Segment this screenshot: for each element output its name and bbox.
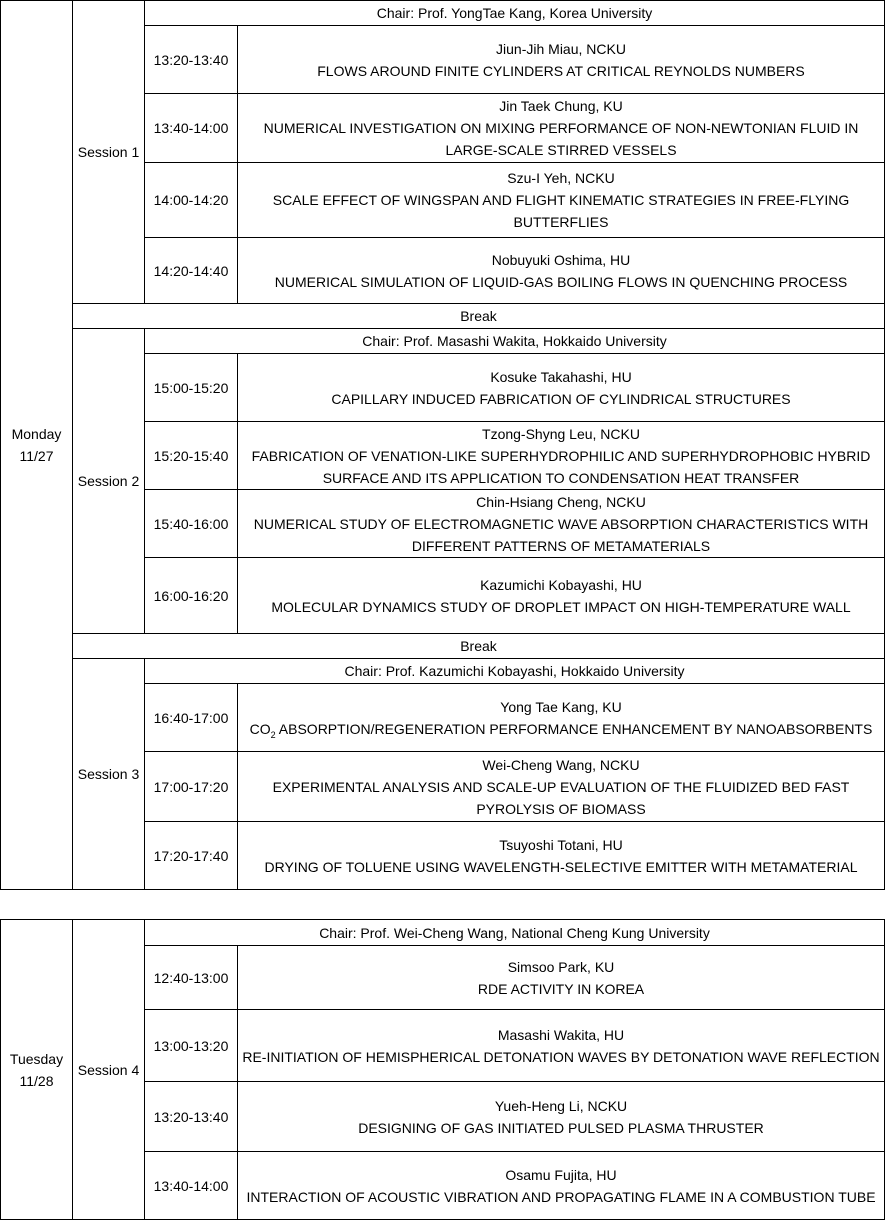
talk-speaker: Kosuke Takahashi, HU bbox=[490, 368, 632, 385]
talk-cell bbox=[238, 422, 885, 490]
talk-speaker: Simsoo Park, KU bbox=[507, 958, 615, 975]
talk-title: MOLECULAR DYNAMICS STUDY OF DROPLET IMPACT ON HIGH-TEMPERATURE WALL bbox=[271, 598, 851, 615]
talk-cell bbox=[238, 238, 885, 304]
talk-title: RE-INITIATION OF HEMISPHERICAL DETONATION WAVES BY DETONATION WAVE REFLECTION bbox=[242, 1048, 880, 1065]
talk-speaker: Szu-I Yeh, NCKU bbox=[507, 170, 615, 186]
day-name: Monday bbox=[11, 426, 62, 442]
talk-time: 15:00-15:20 bbox=[145, 354, 238, 422]
talk-time: 13:00-13:20 bbox=[145, 1010, 238, 1082]
talk-cell bbox=[238, 26, 885, 94]
talk-title: DRYING OF TOLUENE USING WAVELENGTH-SELECTIVE EMITTER WITH METAMATERIAL bbox=[264, 858, 858, 875]
day-cell-tuesday bbox=[1, 920, 73, 1220]
title-rest: ABSORPTION/REGENERATION PERFORMANCE ENHANCEMENT BY NANOABSORBENTS bbox=[275, 720, 873, 737]
talk-speaker: Nobuyuki Oshima, HU bbox=[491, 251, 631, 268]
talk-cell bbox=[238, 163, 885, 238]
talk-cell bbox=[238, 752, 885, 822]
talk-speaker: Jin Taek Chung, KU bbox=[499, 98, 623, 114]
talk-title: EXPERIMENTAL ANALYSIS AND SCALE-UP EVALUATION OF THE FLUIDIZED BED FAST PYROLYSIS OF BIOMASS bbox=[272, 778, 850, 817]
talk-time: 13:20-13:40 bbox=[145, 1082, 238, 1152]
talk-title: FABRICATION OF VENATION-LIKE SUPERHYDROPHILIC AND SUPERHYDROPHOBIC HYBRID SURFACE AND ITS APPLICATION TO CONDENSATION HEAT TRANSFER bbox=[251, 447, 871, 486]
talk-time: 13:40-14:00 bbox=[145, 1152, 238, 1220]
talk-title: INTERACTION OF ACOUSTIC VIBRATION AND PROPAGATING FLAME IN A COMBUSTION TUBE bbox=[246, 1188, 876, 1205]
talk-time: 16:00-16:20 bbox=[145, 558, 238, 634]
session-1-label: Session 1 bbox=[73, 1, 145, 304]
talk-time: 16:40-17:00 bbox=[145, 684, 238, 752]
day-date: 11/28 bbox=[19, 1072, 54, 1089]
session-3-chair: Chair: Prof. Kazumichi Kobayashi, Hokkaido University bbox=[145, 659, 885, 684]
talk-cell bbox=[238, 1152, 885, 1220]
talk-cell bbox=[238, 946, 885, 1010]
talk-time: 17:00-17:20 bbox=[145, 752, 238, 822]
talk-time: 13:20-13:40 bbox=[145, 26, 238, 94]
talk-time: 14:20-14:40 bbox=[145, 238, 238, 304]
talk-time: 17:20-17:40 bbox=[145, 822, 238, 890]
day-name: Tuesday bbox=[9, 1050, 64, 1067]
title-subscript: 2 bbox=[270, 729, 276, 740]
talk-speaker: Yueh-Heng Li, NCKU bbox=[494, 1097, 628, 1114]
talk-cell bbox=[238, 822, 885, 890]
talk-time: 15:40-16:00 bbox=[145, 490, 238, 558]
talk-title: CAPILLARY INDUCED FABRICATION OF CYLINDRICAL STRUCTURES bbox=[331, 390, 791, 407]
session-2-label: Session 2 bbox=[73, 329, 145, 634]
talk-speaker: Jiun-Jih Miau, NCKU bbox=[496, 40, 626, 57]
talk-time: 12:40-13:00 bbox=[145, 946, 238, 1010]
talk-cell bbox=[238, 354, 885, 422]
session-1-chair: Chair: Prof. YongTae Kang, Korea University bbox=[145, 1, 885, 26]
talk-cell bbox=[238, 490, 885, 558]
talk-speaker: Masashi Wakita, HU bbox=[497, 1026, 625, 1043]
talk-speaker: Kazumichi Kobayashi, HU bbox=[480, 576, 642, 593]
talk-title bbox=[240, 718, 882, 740]
talk-cell bbox=[238, 94, 885, 163]
talk-title: FLOWS AROUND FINITE CYLINDERS AT CRITICAL REYNOLDS NUMBERS bbox=[317, 62, 805, 79]
talk-time: 13:40-14:00 bbox=[145, 94, 238, 163]
talk-time: 14:00-14:20 bbox=[145, 163, 238, 238]
session-4-chair: Chair: Prof. Wei-Cheng Wang, National Cheng Kung University bbox=[145, 920, 885, 946]
talk-title: RDE ACTIVITY IN KOREA bbox=[477, 980, 645, 997]
talk-title: DESIGNING OF GAS INITIATED PULSED PLASMA THRUSTER bbox=[358, 1119, 764, 1136]
talk-title: NUMERICAL INVESTIGATION ON MIXING PERFORMANCE OF NON-NEWTONIAN FLUID IN LARGE-SCALE STIRRED VESSELS bbox=[263, 120, 859, 158]
talk-title: SCALE EFFECT OF WINGSPAN AND FLIGHT KINEMATIC STRATEGIES IN FREE-FLYING BUTTERFLIES bbox=[272, 192, 850, 230]
title-co: CO bbox=[249, 720, 271, 737]
session-2-chair: Chair: Prof. Masashi Wakita, Hokkaido University bbox=[145, 329, 885, 354]
talk-title: NUMERICAL STUDY OF ELECTROMAGNETIC WAVE ABSORPTION CHARACTERISTICS WITH DIFFERENT PATTERNS OF METAMATERIALS bbox=[253, 515, 869, 554]
talk-speaker: Chin-Hsiang Cheng, NCKU bbox=[476, 493, 646, 510]
talk-speaker: Osamu Fujita, HU bbox=[505, 1166, 617, 1183]
session-3-label: Session 3 bbox=[73, 659, 145, 890]
day-date: 11/27 bbox=[19, 448, 54, 464]
day-cell-monday bbox=[1, 1, 73, 890]
tuesday-schedule-table bbox=[0, 919, 885, 1220]
talk-cell bbox=[238, 1082, 885, 1152]
break-row: Break bbox=[73, 304, 885, 329]
talk-speaker: Tzong-Shyng Leu, NCKU bbox=[482, 425, 640, 442]
talk-time: 15:20-15:40 bbox=[145, 422, 238, 490]
talk-speaker: Tsuyoshi Totani, HU bbox=[499, 836, 623, 853]
talk-cell bbox=[238, 684, 885, 752]
talk-cell bbox=[238, 1010, 885, 1082]
talk-title: NUMERICAL SIMULATION OF LIQUID-GAS BOILING FLOWS IN QUENCHING PROCESS bbox=[274, 273, 848, 290]
session-4-label: Session 4 bbox=[73, 920, 145, 1220]
talk-cell bbox=[238, 558, 885, 634]
break-row: Break bbox=[73, 634, 885, 659]
talk-speaker: Yong Tae Kang, KU bbox=[500, 698, 622, 715]
talk-speaker: Wei-Cheng Wang, NCKU bbox=[482, 756, 640, 773]
